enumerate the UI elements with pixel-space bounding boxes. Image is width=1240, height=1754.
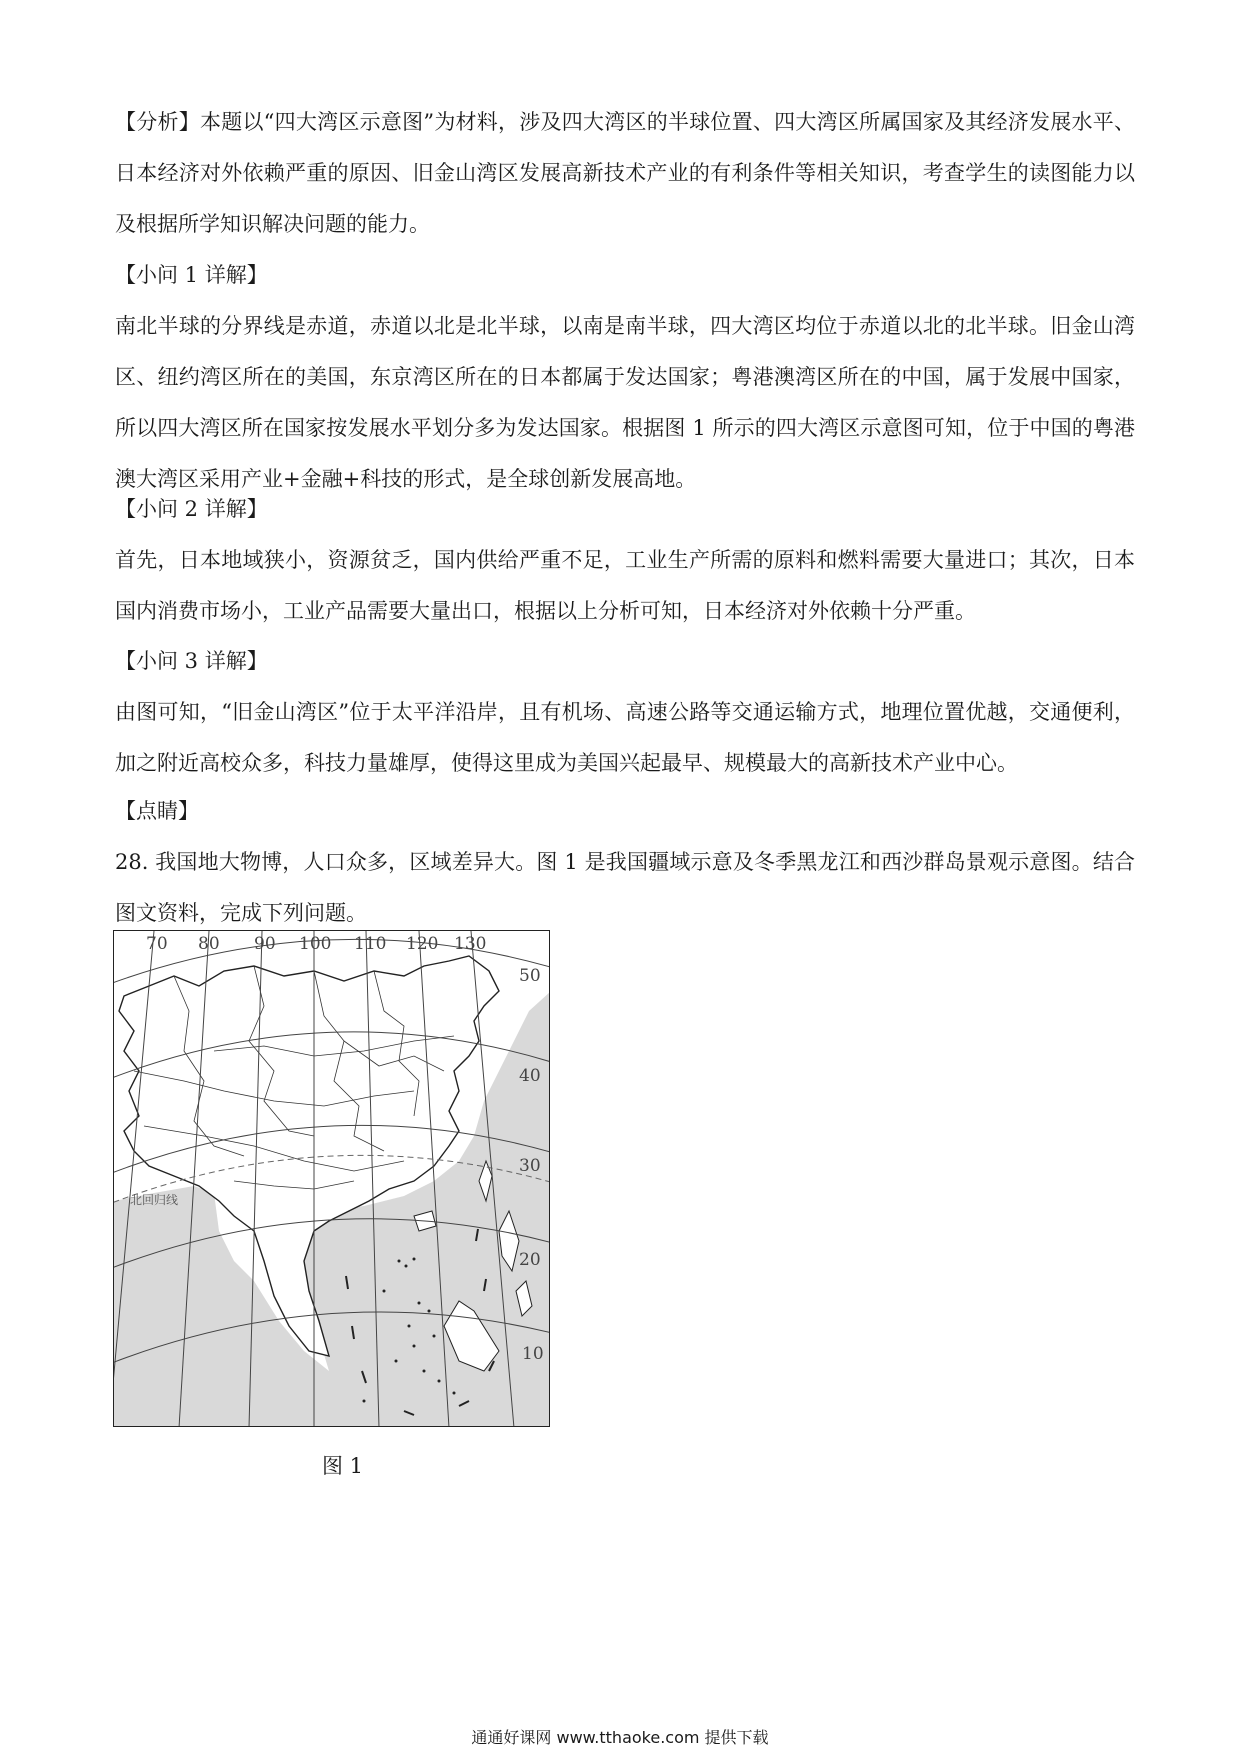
lat-label-40: 40 xyxy=(519,1066,541,1086)
lon-label-120: 120 xyxy=(406,934,439,954)
map-svg xyxy=(114,931,550,1427)
q1-heading: 【小问 1 详解】 xyxy=(115,263,268,287)
lon-label-80: 80 xyxy=(198,934,220,954)
q3-paragraph: 由图可知，“旧金山湾区”位于太平洋沿岸，且有机场、高速公路等交通运输方式，地理位置优越，交通便利，加之附近高校众多，科技力量雄厚，使得这里成为美国兴起最早、规模最大的高新技术产业中心。 xyxy=(115,700,1135,775)
lon-label-70: 70 xyxy=(146,934,168,954)
lon-label-90: 90 xyxy=(254,934,276,954)
analysis-paragraph: 【分析】本题以“四大湾区示意图”为材料，涉及四大湾区的半球位置、四大湾区所属国家及其经济发展水平、日本经济对外依赖严重的原因、旧金山湾区发展高新技术产业的有利条件等相关知识，考查学生的读图能力以及根据所学知识解决问题的能力。 xyxy=(115,110,1135,236)
q28-paragraph: 28. 我国地大物博，人口众多，区域差异大。图 1 是我国疆域示意及冬季黑龙江和西沙群岛景观示意图。结合图文资料，完成下列问题。 xyxy=(115,850,1135,925)
lat-label-10: 10 xyxy=(522,1344,544,1364)
q2-heading: 【小问 2 详解】 xyxy=(115,497,268,521)
figure-caption: 图 1 xyxy=(322,1454,364,1478)
lon-label-130: 130 xyxy=(454,934,487,954)
q3-heading: 【小问 3 详解】 xyxy=(115,649,268,673)
lat-label-20: 20 xyxy=(519,1250,541,1270)
china-territory-map xyxy=(113,930,550,1427)
lat-label-30: 30 xyxy=(519,1156,541,1176)
footer-source: 通通好课网 www.tthaoke.com 提供下载 xyxy=(471,1728,769,1747)
comment-heading: 【点睛】 xyxy=(115,799,199,823)
lon-label-110: 110 xyxy=(354,934,387,954)
q1-paragraph: 南北半球的分界线是赤道，赤道以北是北半球，以南是南半球，四大湾区均位于赤道以北的北半球。旧金山湾区、纽约湾区所在的美国，东京湾区所在的日本都属于发达国家；粤港澳湾区所在的中国，属于发展中国家，所以四大湾区所在国家按发展水平划分多为发达国家。根据图 1 所示的四大湾区示意图可知，位于中国的粤港澳大湾区采用产业+金融+科技的形式，是全球创新发展高地。 xyxy=(115,314,1135,491)
q2-paragraph: 首先，日本地域狭小，资源贫乏，国内供给严重不足，工业生产所需的原料和燃料需要大量进口；其次，日本国内消费市场小，工业产品需要大量出口，根据以上分析可知，日本经济对外依赖十分严重。 xyxy=(115,548,1135,623)
tropic-of-cancer-label: 北回归线 xyxy=(130,1193,179,1207)
lon-label-100: 100 xyxy=(299,934,332,954)
lat-label-50: 50 xyxy=(519,966,541,986)
